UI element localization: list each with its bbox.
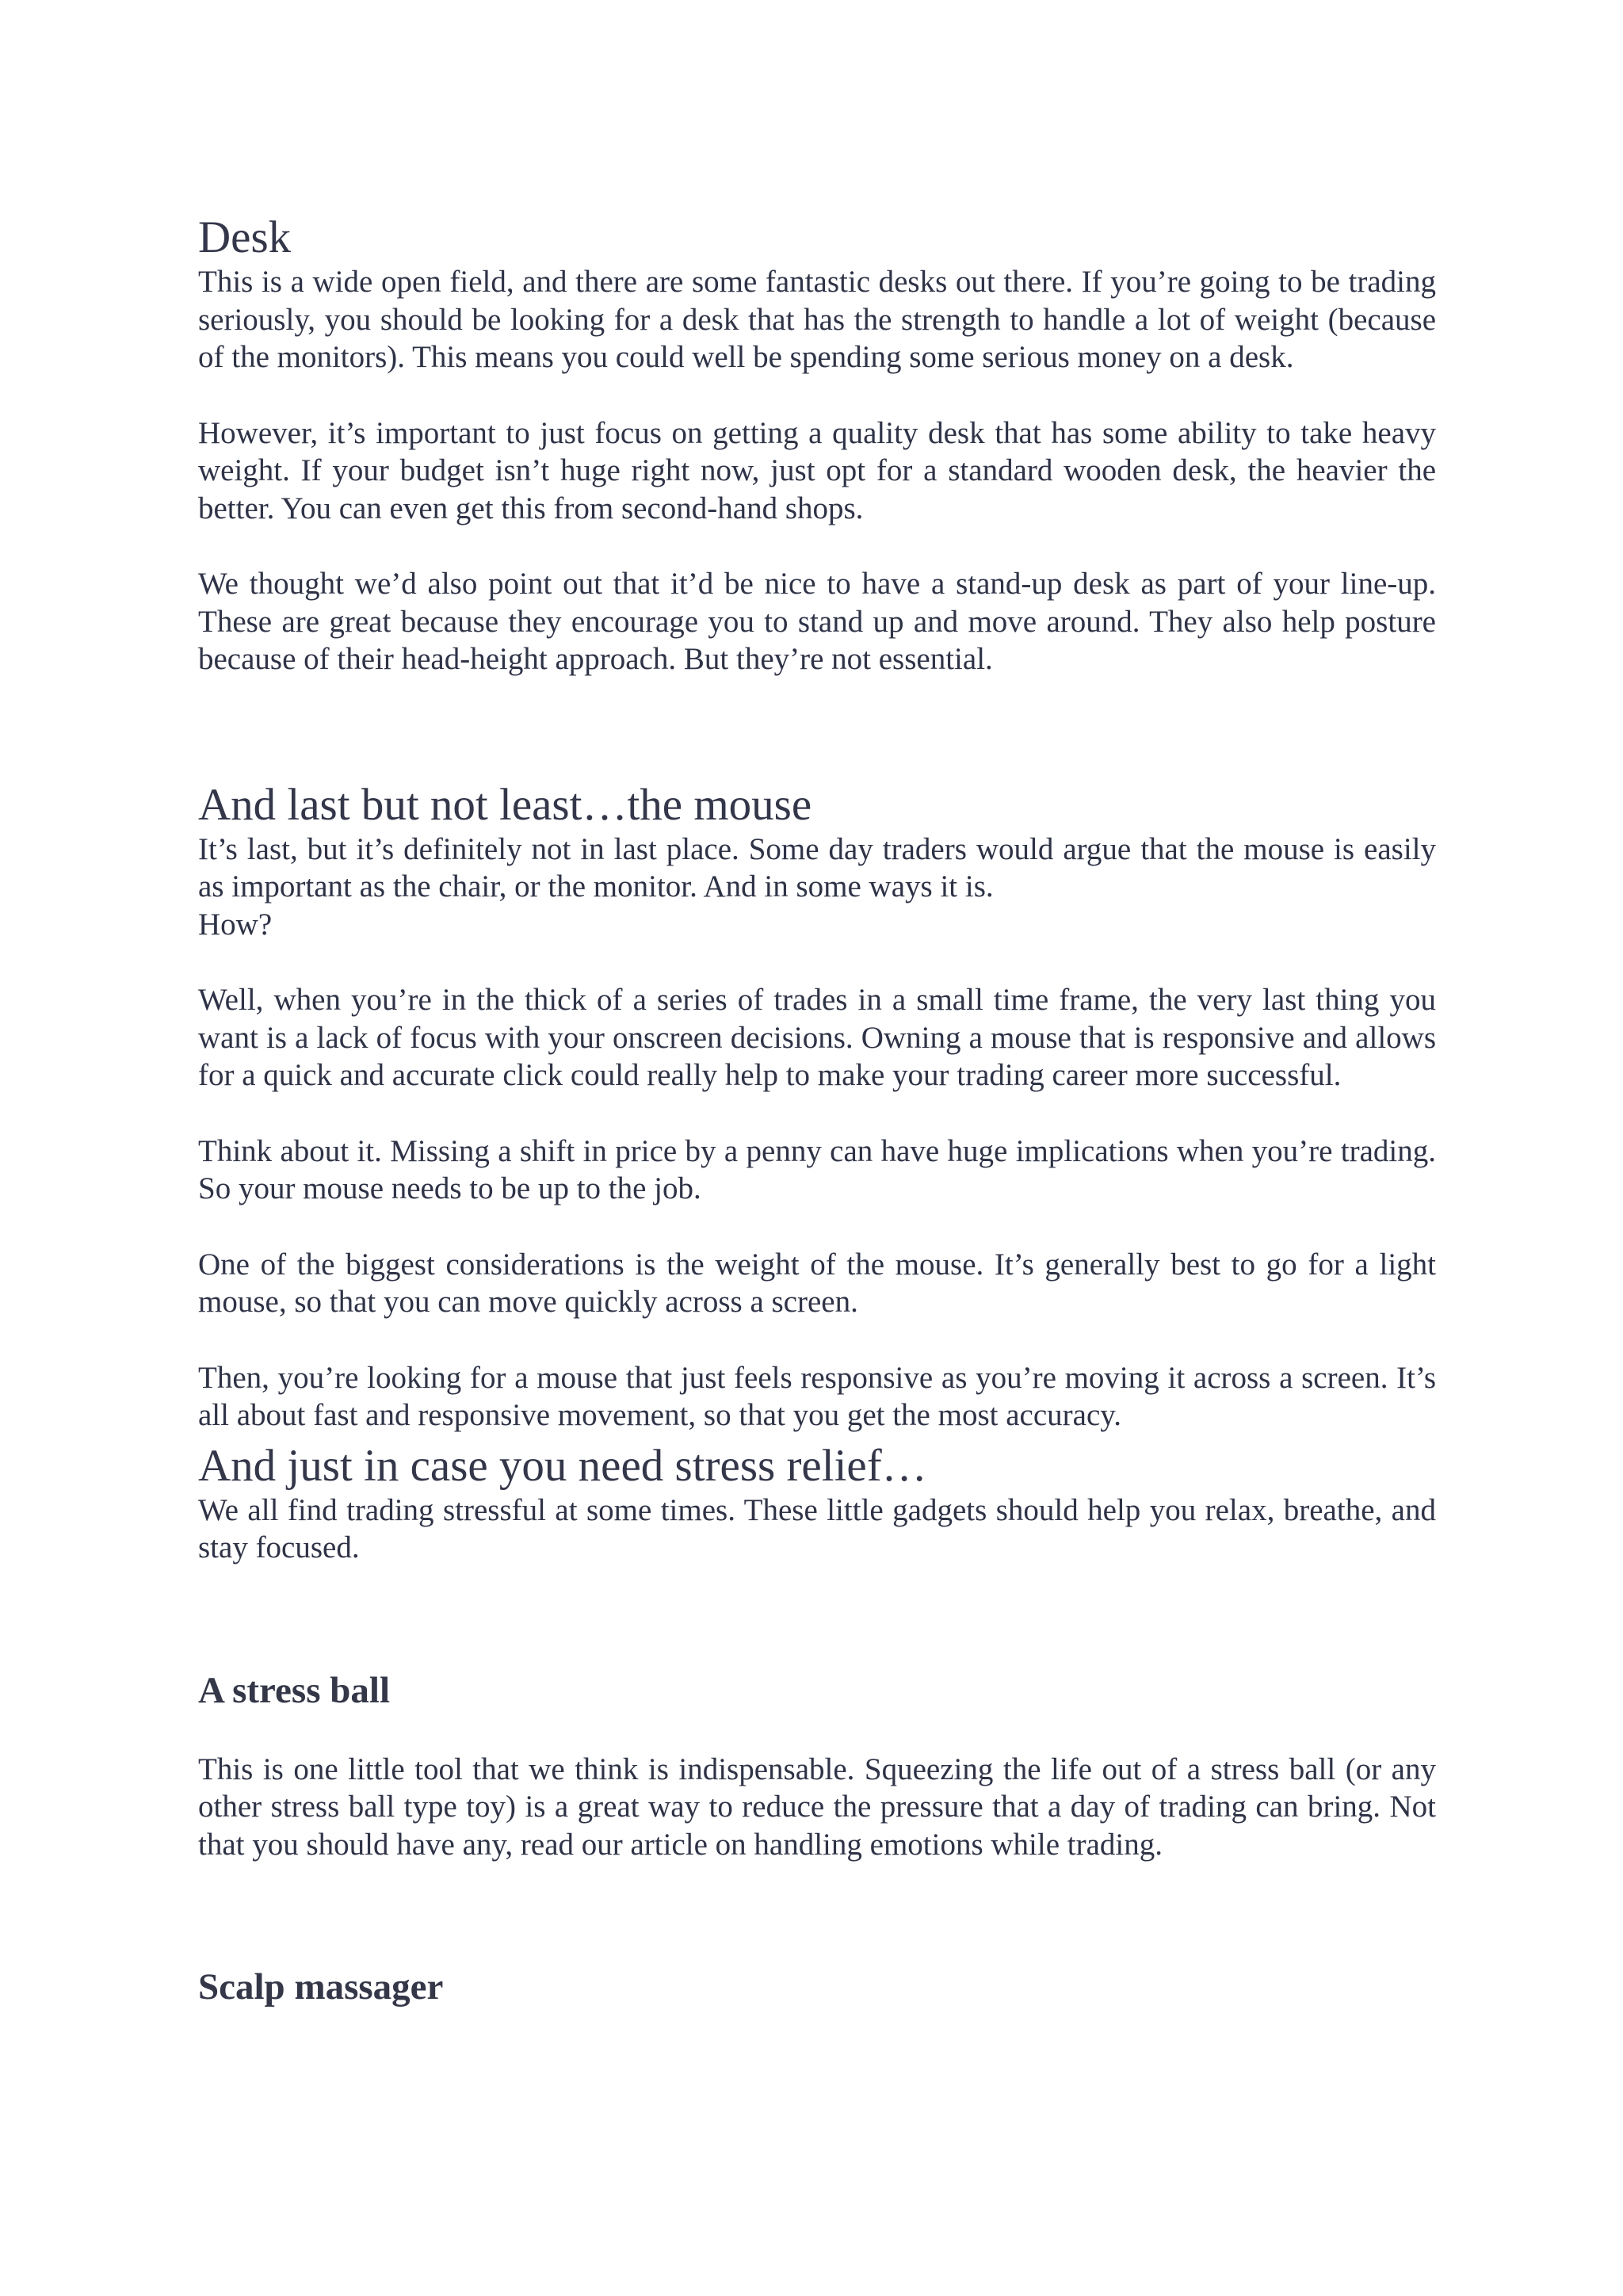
desk-paragraph-3: We thought we’d also point out that it’d be nice to have a stand-up desk as part of your line-up. These are great because they encourage you to stand up and move around. They also help posture because of their head-height approach. But they’re not essential. <box>198 567 1436 676</box>
scalp-massager-heading: Scalp massager <box>198 1966 444 2008</box>
desk-heading: Desk <box>198 212 292 262</box>
mouse-paragraph-2: Well, when you’re in the thick of a series of trades in a small time frame, the very last thing you want is a lack of focus with your onscreen decisions. Owning a mouse that is responsive and allows for a quick and accurate click could really help to make your trading career more successful. <box>198 983 1436 1092</box>
mouse-heading: And last but not least…the mouse <box>198 779 812 830</box>
mouse-paragraph-5: Then, you’re looking for a mouse that just feels responsive as you’re moving it across a screen. It’s all about fast and responsive movement, so that you get the most accuracy. <box>198 1360 1436 1432</box>
mouse-paragraph-1: It’s last, but it’s definitely not in last place. Some day traders would argue that the mouse is easily as important as the chair, or the monitor. And in some ways it is. <box>198 831 1436 904</box>
stress-ball-paragraph: This is one little tool that we think is indispensable. Squeezing the life out of a stress ball (or any other stress ball type toy) is a great way to reduce the pressure that a day of trading can bring. Not that you should have any, read our article on handling emotions while trading. <box>198 1752 1436 1862</box>
document-page <box>198 212 1436 2009</box>
mouse-paragraph-how: How? <box>198 907 273 942</box>
desk-paragraph-1: This is a wide open field, and there are some fantastic desks out there. If you’re going to be trading seriously, you should be looking for a desk that has the strength to handle a lot of weight (because of the monitors). This means you could well be spending some serious money on a desk. <box>198 265 1436 374</box>
mouse-paragraph-3: Think about it. Missing a shift in price by a penny can have huge implications when you’re trading. So your mouse needs to be up to the job. <box>198 1133 1436 1205</box>
desk-paragraph-2: However, it’s important to just focus on getting a quality desk that has some ability to take heavy weight. If your budget isn’t huge right now, just opt for a standard wooden desk, the heavier the better. You can even get this from second-hand shops. <box>198 415 1436 525</box>
stress-relief-paragraph: We all find trading stressful at some times. These little gadgets should help you relax, breathe, and stay focused. <box>198 1492 1436 1564</box>
stress-relief-heading: And just in case you need stress relief… <box>198 1440 927 1491</box>
stress-ball-heading: A stress ball <box>198 1669 390 1711</box>
mouse-paragraph-4: One of the biggest considerations is the weight of the mouse. It’s generally best to go for a light mouse, so that you can move quickly across a screen. <box>198 1247 1436 1319</box>
